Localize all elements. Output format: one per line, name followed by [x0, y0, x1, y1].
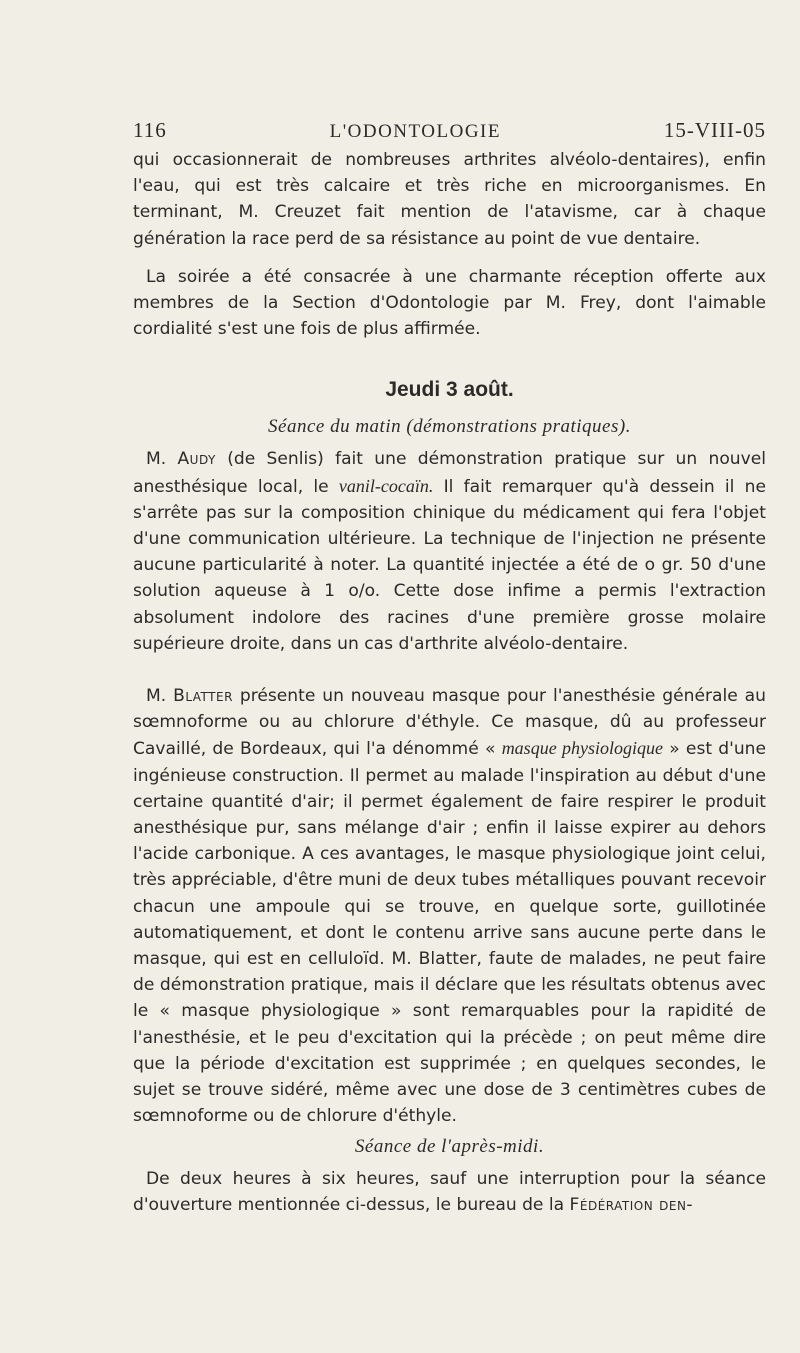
- day-heading: Jeudi 3 août.: [385, 378, 514, 402]
- paragraph-audy: [133, 446, 766, 657]
- session-morning-heading: Séance du matin (démonstrations pratiques).: [268, 416, 631, 438]
- book-page: [133, 118, 766, 1218]
- page-number: 116: [133, 118, 167, 142]
- blatter-prefix: M.: [146, 686, 167, 707]
- audy-text-b: Il fait remarquer qu'à dessein il ne s'arrête pas sur la composition chinique du médicament qui fera l'objet d'une communication ultérieure. La technique de l'injection ne présente aucune particularité à noter. La quantité injectée a été de o gr. 50 d'une solution aqueuse à 1 o/o. Cette dose infime a permis l'extraction absolument indolore des racines d'une première grosse molaire supérieure droite, dans un cas d'arthrite alvéolo-dentaire.: [133, 476, 767, 654]
- journal-title: L'ODONTOLOGIE: [329, 121, 501, 142]
- blatter-name: Blatter: [173, 686, 233, 707]
- running-header: [133, 118, 766, 143]
- federation-name: Fédération den-: [569, 1194, 694, 1215]
- audy-term: vanil-cocaïn.: [338, 475, 434, 496]
- blatter-text-a: présente un nouveau masque pour l'anesthésie générale au sœmnoforme ou au chlorure d'éthyle. Ce masque, dû au professeur Cavaillé, de Bordeaux, qui l'a dénommé «: [133, 686, 766, 760]
- blatter-term: masque physiologique: [501, 738, 663, 759]
- session-afternoon-heading: Séance de l'après-midi.: [354, 1135, 545, 1157]
- audy-name: Audy: [177, 449, 216, 470]
- audy-prefix: M.: [146, 449, 167, 470]
- paragraph-afternoon: [133, 1166, 766, 1218]
- issue-date: 15-VIII-05: [663, 118, 766, 142]
- paragraph-blatter: [133, 683, 766, 1129]
- afternoon-text: De deux heures à six heures, sauf une interruption pour la séance d'ouverture mentionnée ci-dessus, le bureau de la: [133, 1168, 766, 1215]
- paragraph-soiree: La soirée a été consacrée à une charmante réception offerte aux membres de la Section d'Odontologie par M. Frey, dont l'aimable cordialité s'est une fois de plus affirmée.: [133, 266, 766, 340]
- blatter-text-b: » est d'une ingénieuse construction. Il permet au malade l'inspiration au début d'une certaine quantité d'air; il permet également de faire respirer le produit anesthésique pur, sans mélange d'air ; enfin il laisse expirer au dehors l'acide carbonique. A ces avantages, le masque physiologique joint celui, très appréciable, d'être muni de deux tubes métalliques pouvant recevoir chacun une ampoule qui se trouve, en quelque sorte, guillotinée automatiquement, et dont le contenu arrive sans aucune perte dans le masque, qui est en celluloïd. M. Blatter, faute de malades, ne peut faire de démonstration pratique, mais il déclare que les résultats obtenus avec le « masque physiologique » sont remarquables pour la rapidité de l'anesthésie, et le peu d'excitation qui la précède ; on peut même dire que la période d'excitation est supprimée ; en quelques secondes, le sujet se trouve sidéré, même avec une dose de 3 centimètres cubes de sœmnoforme ou de chlorure d'éthyle.: [133, 739, 767, 1127]
- audy-text-a: (de Senlis) fait une démonstration pratique sur un nouvel anesthésique local, le: [133, 449, 767, 497]
- paragraph-creuzet-end: qui occasionnerait de nombreuses arthrites alvéolo-dentaires), enfin l'eau, qui est très calcaire et très riche en microorganismes. En terminant, M. Creuzet fait mention de l'atavisme, car à chaque génération la race perd de sa résistance au point de vue dentaire.: [133, 150, 766, 249]
